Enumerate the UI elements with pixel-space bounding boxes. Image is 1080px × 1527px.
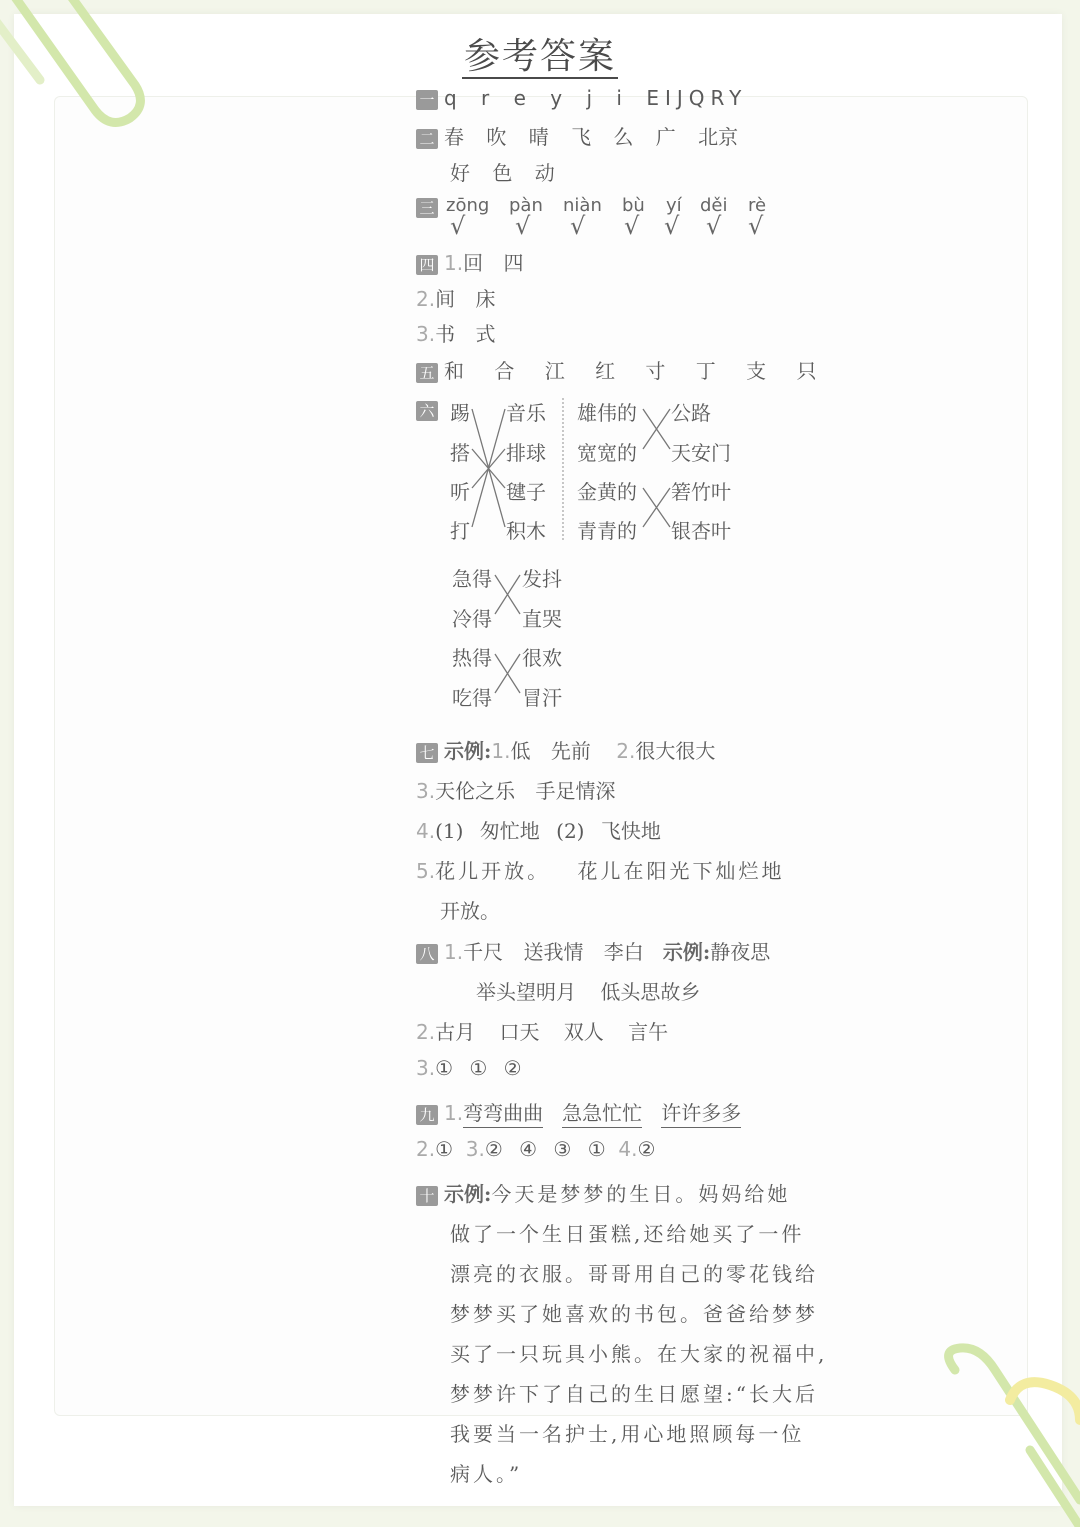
match-left-4: 打	[450, 519, 470, 543]
item-number: 3.	[416, 322, 436, 346]
item-number: 4.	[416, 819, 436, 843]
badge-6: 六	[416, 401, 438, 421]
pinyin-4: bù	[622, 195, 645, 216]
item-text: (1) 匆忙地 (2) 飞快地	[435, 819, 661, 843]
check-mark-3: √	[570, 212, 586, 240]
essay-line-3: 漂亮的衣服。哥哥用自己的零花钱给	[450, 1262, 818, 1286]
match2-left-3: 金黄的	[577, 480, 637, 504]
section-8-line-1	[416, 936, 770, 965]
match3-right-2: 直哭	[522, 607, 562, 631]
item-text: ②	[637, 1137, 656, 1161]
match3-right-3: 很欢	[522, 646, 562, 670]
badge-8: 八	[416, 944, 438, 964]
essay-line-7: 我要当一名护士,用心地照顾每一位	[450, 1422, 805, 1446]
example-label: 示例:	[444, 739, 492, 763]
item-number: 4.	[618, 1137, 638, 1161]
badge-9: 九	[416, 1105, 438, 1125]
section-1-text: q r e y j i EIJQRY	[444, 86, 748, 110]
word-1: 弯弯曲曲	[463, 1101, 543, 1128]
section-9-line-1	[416, 1097, 741, 1126]
match2-left-1: 雄伟的	[577, 401, 637, 425]
badge-5: 五	[416, 363, 438, 383]
item-number: 3.	[416, 1056, 436, 1080]
item-number: 1.	[491, 739, 511, 763]
pinyin-2: pàn	[509, 195, 543, 216]
check-mark-7: √	[748, 212, 764, 240]
check-mark-2: √	[515, 212, 531, 240]
match3-left-3: 热得	[452, 646, 492, 670]
item-text: 天伦之乐 手足情深	[435, 779, 616, 803]
check-mark-4: √	[624, 212, 640, 240]
pinyin-7: rè	[748, 195, 767, 216]
section-8-line-2: 举头望明月 低头思故乡	[476, 980, 701, 1004]
page-title-text: 参考答案	[463, 36, 616, 77]
match3-left-4: 吃得	[452, 686, 492, 710]
essay-line-4: 梦梦买了她喜欢的书包。爸爸给梦梦	[450, 1302, 818, 1326]
item-number: 2.	[416, 1137, 436, 1161]
check-mark-6: √	[706, 212, 722, 240]
essay-line-5: 买了一只玩具小熊。在大家的祝福中,	[450, 1342, 828, 1366]
item-text: 书 式	[435, 322, 496, 346]
item-text: 花儿开放。 花儿在阳光下灿烂地	[435, 859, 785, 883]
item-number: 3.	[465, 1137, 485, 1161]
item-text: 古月 口天 双人 言午	[435, 1020, 669, 1044]
section-7-line-1	[416, 735, 715, 764]
word-3: 许许多多	[661, 1101, 741, 1128]
match-right-2: 排球	[506, 441, 546, 465]
match3-left-1: 急得	[452, 567, 492, 591]
section-7-line-4	[416, 855, 784, 884]
match3-left-2: 冷得	[452, 607, 492, 631]
item-number: 2.	[616, 739, 636, 763]
item-number: 3.	[416, 779, 436, 803]
section-2-line2: 好 色 动	[450, 161, 555, 185]
section-5-text: 和 合 江 红 寸 丁 支 只	[444, 359, 817, 383]
section-10-line-1	[416, 1178, 790, 1207]
match2-left-2: 宽宽的	[577, 441, 637, 465]
match-right-3: 毽子	[506, 480, 546, 504]
match-left-1: 踢	[450, 401, 470, 425]
match2-left-4: 青青的	[577, 519, 637, 543]
match3-right-1: 发抖	[522, 567, 562, 591]
section-7-line-3	[416, 815, 661, 844]
item-number: 1.	[444, 1101, 464, 1125]
essay-line-6: 梦梦许下了自己的生日愿望:“长大后	[450, 1382, 818, 1406]
badge-10: 十	[416, 1186, 438, 1206]
item-text: 回 四	[463, 251, 524, 275]
item-text: ① ① ②	[435, 1056, 522, 1080]
item-number: 2.	[416, 1020, 436, 1044]
section-7-line-5: 开放。	[440, 899, 500, 923]
match2-right-3: 箬竹叶	[671, 480, 731, 504]
item-text: ①	[435, 1137, 454, 1161]
match-right-1: 音乐	[506, 401, 546, 425]
item-text: ② ④ ③ ①	[484, 1137, 606, 1161]
match2-right-2: 天安门	[671, 441, 731, 465]
item-text: 很大很大	[635, 739, 716, 763]
section-2-line1: 春 吹 晴 飞 么 广 北京	[444, 125, 739, 149]
badge-7: 七	[416, 743, 438, 763]
match-left-2: 搭	[450, 441, 470, 465]
item-number: 1.	[444, 251, 464, 275]
item-text: 间 床	[435, 287, 496, 311]
badge-4: 四	[416, 255, 438, 275]
check-mark-1: √	[450, 212, 466, 240]
match-right-4: 积木	[506, 519, 546, 543]
item-number: 2.	[416, 287, 436, 311]
example-label: 示例:	[662, 940, 711, 964]
match2-right-1: 公路	[671, 401, 711, 425]
essay-line-2: 做了一个生日蛋糕,还给她买了一件	[450, 1222, 805, 1246]
badge-3: 三	[416, 198, 438, 218]
section-8-line-3	[416, 1016, 668, 1045]
pinyin-1: zōng	[446, 195, 490, 216]
pinyin-5: yí	[666, 195, 682, 216]
check-mark-5: √	[664, 212, 680, 240]
item-number: 1.	[444, 940, 464, 964]
item-text: 低 先前	[510, 739, 591, 763]
example-label: 示例:	[444, 1182, 492, 1206]
essay-line-8: 病人。”	[450, 1462, 523, 1486]
section-7-line-2	[416, 775, 615, 804]
match-left-3: 听	[450, 480, 470, 504]
match3-right-4: 冒汗	[522, 686, 562, 710]
section-8-line-4	[416, 1056, 522, 1080]
item-number: 5.	[416, 859, 436, 883]
pinyin-3: niàn	[563, 195, 602, 216]
item-text: 静夜思	[710, 940, 771, 964]
badge-2: 二	[416, 129, 438, 149]
pinyin-6: děi	[700, 195, 728, 216]
word-2: 急急忙忙	[562, 1101, 642, 1128]
match2-right-4: 银杏叶	[671, 519, 731, 543]
essay-line: 今天是梦梦的生日。妈妈给她	[491, 1182, 791, 1206]
item-text: 千尺 送我情 李白	[463, 940, 644, 964]
badge-1: 一	[416, 90, 438, 110]
section-9-line-2	[416, 1137, 655, 1161]
